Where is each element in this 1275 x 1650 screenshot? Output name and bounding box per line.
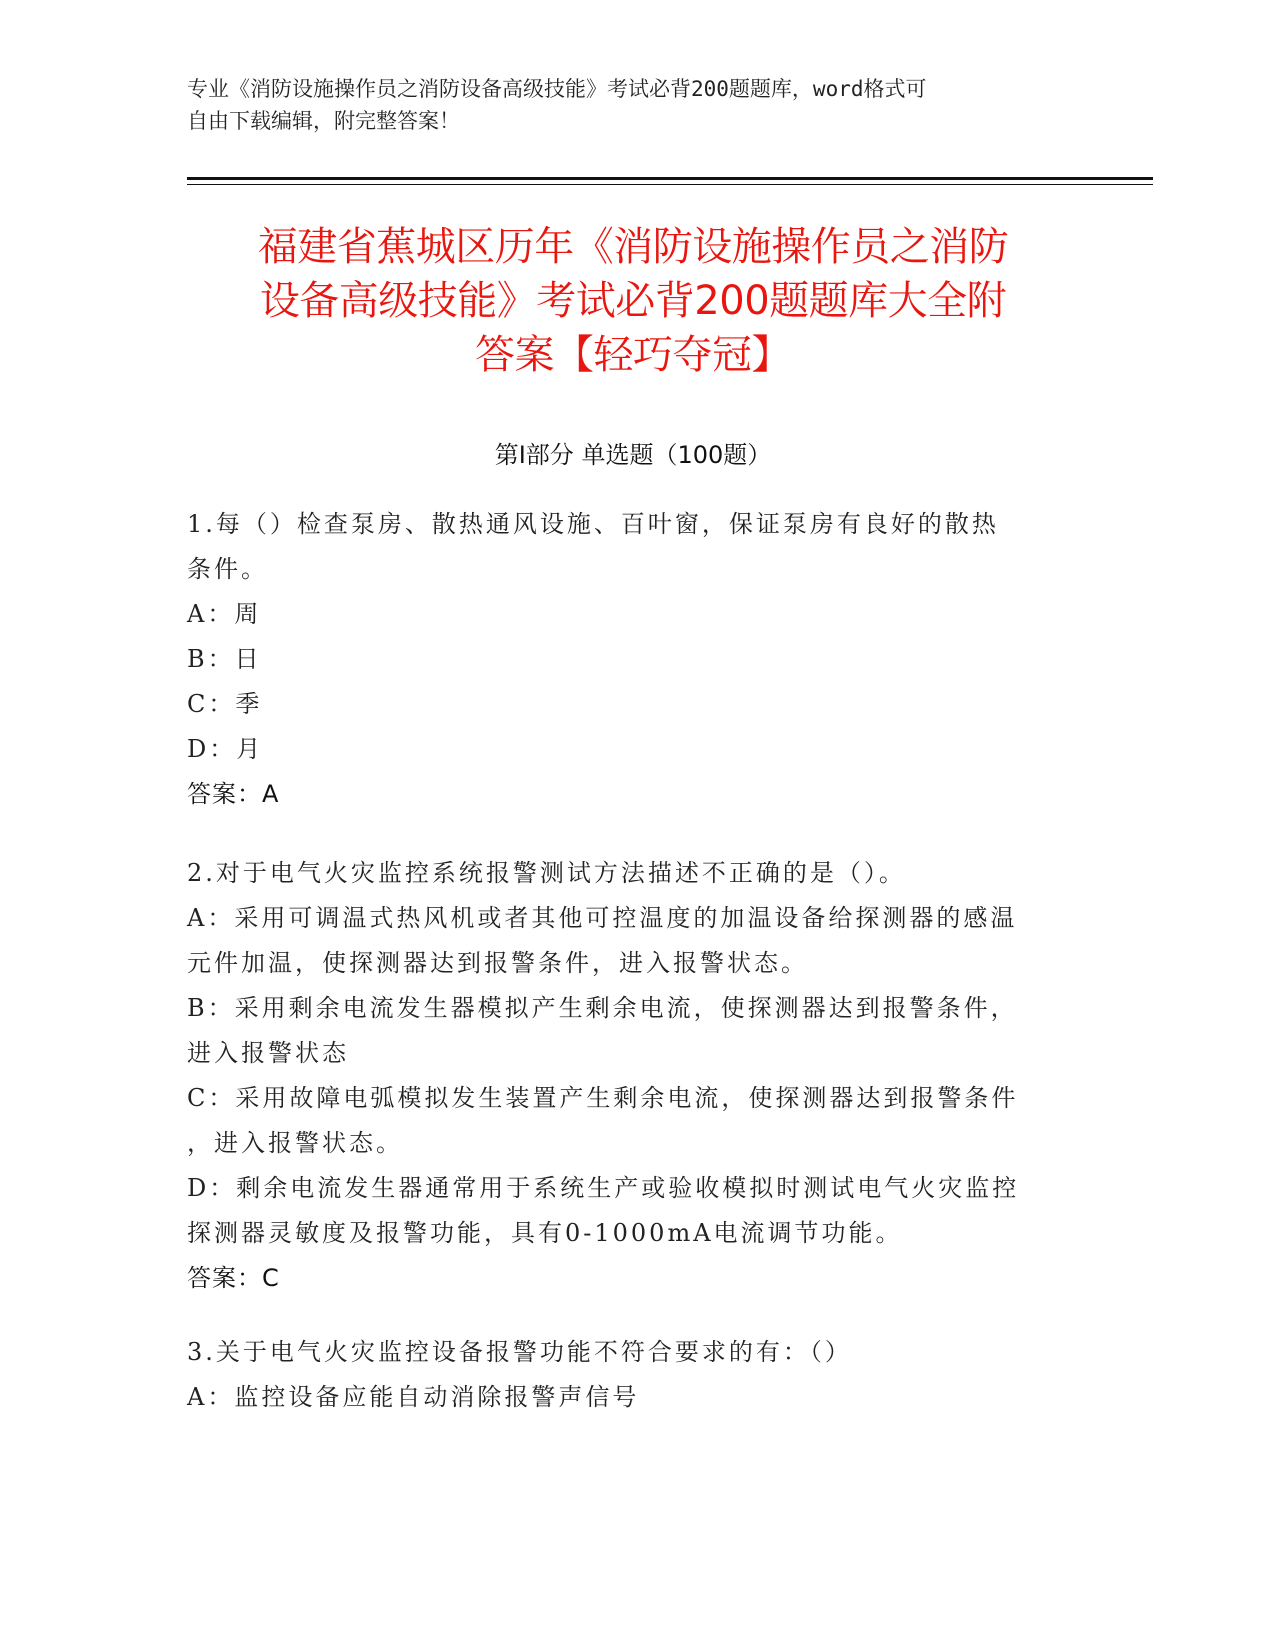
option-b: B：采用剩余电流发生器模拟产生剩余电流，使探测器达到报警条件，	[187, 994, 1018, 1022]
option-a: A：监控设备应能自动消除报警声信号	[187, 1383, 640, 1411]
option-d-cont: 探测器灵敏度及报警功能，具有0-1000mA电流调节功能。	[187, 1219, 903, 1247]
question-1	[187, 502, 1067, 817]
header-note	[187, 73, 1067, 137]
option-c: C：采用故障电弧模拟发生装置产生剩余电流，使探测器达到报警条件	[187, 1084, 1019, 1112]
question-3	[187, 1330, 1067, 1420]
document-title-line: 福建省蕉城区历年《消防设施操作员之消防	[257, 224, 1009, 270]
header-note-line: 自由下载编辑，附完整答案！	[187, 109, 460, 133]
option-a: A：周	[187, 600, 262, 628]
document-title-line: 答案【轻巧夺冠】	[475, 332, 791, 378]
header-note-line: 专业《消防设施操作员之消防设备高级技能》考试必背200题题库，word格式可	[187, 77, 927, 101]
option-a-cont: 元件加温，使探测器达到报警条件，进入报警状态。	[187, 949, 808, 977]
header-divider-thick	[187, 177, 1153, 180]
question-stem: 2.对于电气火灾监控系统报警测试方法描述不正确的是（）。	[187, 859, 906, 887]
option-d: D：月	[187, 735, 264, 763]
option-d: D：剩余电流发生器通常用于系统生产或验收模拟时测试电气火灾监控	[187, 1174, 1020, 1202]
header-divider-thin	[187, 184, 1153, 185]
question-stem: 1.每（）检查泵房、散热通风设施、百叶窗，保证泵房有良好的散热	[187, 510, 999, 538]
answer-label: 答案：C	[187, 1264, 280, 1292]
question-stem: 条件。	[187, 555, 268, 583]
document-title-line: 设备高级技能》考试必背200题题库大全附	[259, 278, 1007, 324]
document-title	[187, 220, 1079, 382]
section-heading: 第I部分 单选题（100题）	[494, 441, 772, 469]
answer-label: 答案：A	[187, 780, 280, 808]
question-stem: 3.关于电气火灾监控设备报警功能不符合要求的有：（）	[187, 1338, 852, 1366]
question-2	[187, 851, 1067, 1301]
option-a: A：采用可调温式热风机或者其他可控温度的加温设备给探测器的感温	[187, 904, 1018, 932]
option-b: B：日	[187, 645, 262, 673]
option-c-cont: ，进入报警状态。	[187, 1129, 403, 1157]
option-b-cont: 进入报警状态	[187, 1039, 349, 1067]
option-c: C：季	[187, 690, 263, 718]
